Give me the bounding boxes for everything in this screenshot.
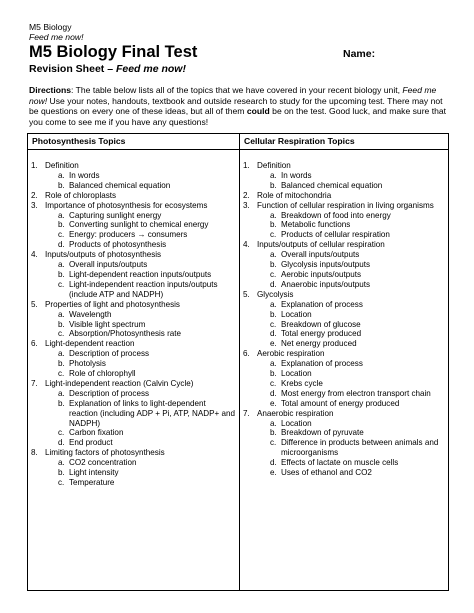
subtopic-item bbox=[31, 230, 236, 240]
topic-text: Glycolysis bbox=[257, 289, 294, 299]
subtopic-text: Balanced chemical equation bbox=[69, 180, 171, 190]
subtopic-text: Energy: producers → consumers bbox=[69, 230, 188, 240]
subtopic-item bbox=[243, 211, 445, 221]
subtopic-letter: a. bbox=[270, 250, 277, 260]
subtopic-text: Role of chlorophyll bbox=[69, 369, 136, 379]
subtopic-letter: d. bbox=[270, 388, 277, 398]
subtopic-text: Uses of ethanol and CO2 bbox=[281, 468, 372, 478]
respiration-cell bbox=[240, 150, 449, 591]
subtopic-text: Krebs cycle bbox=[281, 378, 323, 388]
tagline: Feed me now! bbox=[29, 32, 84, 42]
subtopic-item bbox=[31, 478, 236, 488]
subtopic-letter: c. bbox=[58, 478, 65, 487]
subtopic-item bbox=[243, 379, 445, 389]
subtopic-text: Net energy produced bbox=[281, 339, 357, 349]
subtopic-item bbox=[31, 181, 236, 191]
subtopic-text: In words bbox=[69, 170, 100, 180]
subtopic-item bbox=[243, 369, 445, 379]
subtopic-item bbox=[243, 458, 445, 468]
subtopic-letter: a. bbox=[270, 299, 277, 309]
topic-text: Role of mitochondria bbox=[257, 190, 332, 200]
topic-text: Definition bbox=[257, 161, 291, 170]
topic-item bbox=[31, 250, 236, 260]
subtopic-text: Light-independent reaction inputs/outputs (include ATP and NADPH) bbox=[69, 279, 218, 299]
subtopic-text: Balanced chemical equation bbox=[281, 180, 383, 190]
topic-text: Light-dependent reaction bbox=[45, 339, 135, 349]
subtopic-text: Temperature bbox=[69, 478, 115, 487]
subtopic-letter: d. bbox=[270, 458, 277, 468]
subtopic-letter: a. bbox=[58, 170, 65, 180]
page-title: M5 Biology Final Test bbox=[29, 43, 198, 61]
topic-item bbox=[243, 161, 445, 171]
subtopic-letter: a. bbox=[58, 210, 65, 220]
subtopic-letter: d. bbox=[270, 329, 277, 339]
subtopic-letter: b. bbox=[270, 369, 277, 379]
topic-text: Anaerobic respiration bbox=[257, 408, 334, 418]
subtopic-letter: d. bbox=[58, 438, 65, 448]
subtopic-letter: b. bbox=[270, 260, 277, 270]
subtopic-text: Light intensity bbox=[69, 468, 119, 478]
topic-item bbox=[243, 349, 445, 359]
topic-item bbox=[31, 448, 236, 458]
topic-text: Inputs/outputs of cellular respiration bbox=[257, 240, 385, 250]
subtopic-item bbox=[31, 369, 236, 379]
topic-number: 3. bbox=[31, 200, 38, 210]
subtopic-item bbox=[243, 428, 445, 438]
subtopic-text: Effects of lactate on muscle cells bbox=[281, 458, 399, 468]
name-label: Name: bbox=[343, 48, 376, 60]
directions-could: could bbox=[246, 106, 270, 117]
title-row bbox=[29, 43, 449, 62]
topic-text: Function of cellular respiration in living organisms bbox=[257, 200, 434, 210]
directions-paragraph bbox=[29, 85, 449, 127]
topic-item bbox=[243, 409, 445, 419]
topic-text: Definition bbox=[45, 161, 79, 170]
subtopic-text: Location bbox=[281, 369, 312, 379]
topic-item bbox=[243, 240, 445, 250]
subtopic-item bbox=[243, 359, 445, 369]
subtopic-item bbox=[31, 359, 236, 369]
subtopic-item bbox=[243, 389, 445, 399]
subtopic-letter: a. bbox=[58, 458, 65, 468]
topic-item bbox=[243, 191, 445, 201]
subtopic-item bbox=[31, 329, 236, 339]
subtopic-item bbox=[243, 329, 445, 339]
subtopic-item bbox=[243, 270, 445, 280]
topic-number: 4. bbox=[243, 240, 250, 250]
subtopic-letter: a. bbox=[270, 418, 277, 428]
subtopic-text: End product bbox=[69, 438, 113, 448]
subtopic-text: Capturing sunlight energy bbox=[69, 210, 162, 220]
subtopic-item bbox=[243, 230, 445, 240]
subtopic-text: Absorption/Photosynthesis rate bbox=[69, 329, 182, 339]
subtopic-item bbox=[31, 260, 236, 270]
document-header bbox=[29, 22, 449, 127]
subtopic-text: Carbon fixation bbox=[69, 428, 124, 438]
subtopic-item bbox=[31, 240, 236, 250]
topic-text: Role of chloroplasts bbox=[45, 190, 117, 200]
table-body-row bbox=[28, 150, 449, 591]
subtopic-item bbox=[31, 220, 236, 230]
subtopic-text: Explanation of process bbox=[281, 359, 363, 369]
subtopic-text: Products of photosynthesis bbox=[69, 240, 167, 250]
topic-text: Inputs/outputs of photosynthesis bbox=[45, 250, 162, 260]
topic-number: 3. bbox=[243, 200, 250, 210]
subtopic-letter: b. bbox=[58, 468, 65, 478]
topic-number: 2. bbox=[31, 190, 38, 200]
subtopic-text: Wavelength bbox=[69, 309, 112, 319]
subtopic-item bbox=[243, 399, 445, 409]
subtopic-text: Explanation of process bbox=[281, 299, 363, 309]
subtopic-letter: a. bbox=[58, 309, 65, 319]
subtopic-item bbox=[243, 280, 445, 290]
respiration-topic-list bbox=[240, 150, 448, 478]
subtopic-letter: b. bbox=[270, 220, 277, 230]
subtopic-text: Total energy produced bbox=[281, 329, 362, 339]
subtopic-item bbox=[243, 220, 445, 230]
topic-text: Aerobic respiration bbox=[257, 349, 325, 359]
subtopic-letter: b. bbox=[58, 180, 65, 190]
blank-line bbox=[243, 152, 445, 161]
subtopic-letter: b. bbox=[58, 398, 65, 408]
subtopic-letter: b. bbox=[58, 319, 65, 329]
topic-item bbox=[31, 161, 236, 171]
topic-number: 4. bbox=[31, 250, 38, 260]
directions-text-1: : The table below lists all of the topics that we have covered in your recent biology unit, bbox=[71, 85, 403, 95]
topic-item bbox=[31, 300, 236, 310]
subtopic-item bbox=[31, 458, 236, 468]
topic-number: 5. bbox=[31, 299, 38, 309]
topic-item bbox=[31, 339, 236, 349]
subtopic-item bbox=[243, 419, 445, 429]
subtopic-letter: a. bbox=[270, 170, 277, 180]
topic-number: 7. bbox=[243, 408, 250, 418]
subtopic-item bbox=[31, 399, 236, 429]
subtopic-item bbox=[31, 270, 236, 280]
subtopic-text: Explanation of links to light-dependent reaction (including ADP + Pi, ATP, NADP+ and NADPH) bbox=[69, 398, 236, 428]
subtopic-letter: b. bbox=[58, 269, 65, 279]
subtopic-letter: d. bbox=[270, 279, 277, 289]
subtopic-item bbox=[243, 300, 445, 310]
subtopic-letter: c. bbox=[58, 279, 65, 289]
subtopic-item bbox=[243, 260, 445, 270]
subtopic-text: Overall inputs/outputs bbox=[281, 250, 360, 260]
subtopic-item bbox=[243, 468, 445, 478]
subtopic-item bbox=[243, 310, 445, 320]
subtopic-item bbox=[31, 428, 236, 438]
directions-text-2: Use your notes, handouts, textbook and outside research to study for the upcoming test. There may not be questions on every one of these ideas, but all of them bbox=[29, 95, 443, 117]
topic-number: 1. bbox=[243, 161, 250, 170]
photosynthesis-topic-list bbox=[28, 150, 239, 488]
subtopic-text: Overall inputs/outputs bbox=[69, 260, 148, 270]
subtopic-text: Products of cellular respiration bbox=[281, 230, 390, 240]
subtopic-text: Converting sunlight to chemical energy bbox=[69, 220, 209, 230]
subtopic-item bbox=[31, 310, 236, 320]
subtopic-letter: c. bbox=[270, 438, 277, 448]
subtopic-letter: c. bbox=[58, 369, 65, 379]
table-header-row bbox=[28, 134, 449, 150]
subtopic-letter: e. bbox=[270, 398, 277, 408]
subtitle-text: Revision Sheet – bbox=[29, 63, 116, 75]
subtopic-text: Aerobic inputs/outputs bbox=[281, 269, 362, 279]
topic-item bbox=[31, 201, 236, 211]
subtopic-item bbox=[243, 250, 445, 260]
subtopic-letter: b. bbox=[270, 309, 277, 319]
subtitle bbox=[29, 63, 449, 76]
subtopic-text: Anaerobic inputs/outputs bbox=[281, 279, 371, 289]
subtopic-item bbox=[31, 171, 236, 181]
subtopic-letter: c. bbox=[58, 329, 65, 339]
topic-text: Limiting factors of photosynthesis bbox=[45, 448, 165, 458]
subtopic-letter: c. bbox=[270, 269, 277, 279]
topic-number: 6. bbox=[31, 339, 38, 349]
subtopic-item bbox=[31, 438, 236, 448]
subtopic-item bbox=[31, 389, 236, 399]
topic-item bbox=[243, 290, 445, 300]
subtopic-letter: c. bbox=[270, 230, 277, 240]
subtopic-letter: d. bbox=[58, 240, 65, 250]
subtopic-letter: b. bbox=[58, 220, 65, 230]
subtopic-letter: b. bbox=[58, 359, 65, 369]
blank-line bbox=[31, 152, 236, 161]
subtopic-item bbox=[31, 468, 236, 478]
topic-number: 6. bbox=[243, 349, 250, 359]
subtopic-letter: b. bbox=[270, 428, 277, 438]
subtopic-item bbox=[243, 171, 445, 181]
subtopic-letter: c. bbox=[270, 378, 277, 388]
subtopic-item bbox=[31, 211, 236, 221]
topic-text: Light-independent reaction (Calvin Cycle) bbox=[45, 378, 194, 388]
subtopic-text: Location bbox=[281, 309, 312, 319]
subtopic-text: Metabolic functions bbox=[281, 220, 351, 230]
topic-number: 5. bbox=[243, 289, 250, 299]
topic-number: 8. bbox=[31, 448, 38, 458]
topic-number: 7. bbox=[31, 378, 38, 388]
subtopic-item bbox=[243, 438, 445, 458]
subtopic-text: Description of process bbox=[69, 388, 150, 398]
directions-feed-me-now: Feed me now! bbox=[29, 85, 437, 106]
subtopic-text: Total amount of energy produced bbox=[281, 398, 400, 408]
subtitle-emphasis: Feed me now! bbox=[115, 63, 186, 75]
subtopic-text: Most energy from electron transport chain bbox=[281, 388, 431, 398]
course-name: M5 Biology bbox=[29, 22, 72, 32]
subtopic-text: CO2 concentration bbox=[69, 458, 137, 468]
topic-item bbox=[243, 201, 445, 211]
subtopic-text: Photolysis bbox=[69, 359, 106, 369]
directions-text-3: be on the test. Good luck, and make sure that you come to see me if you have any questions! bbox=[29, 106, 447, 127]
subtopic-letter: c. bbox=[58, 428, 65, 438]
topic-item bbox=[31, 379, 236, 389]
subtopic-text: Breakdown of glucose bbox=[281, 319, 361, 329]
topics-table bbox=[27, 133, 449, 591]
subtopic-letter: b. bbox=[270, 180, 277, 190]
subtopic-letter: e. bbox=[270, 339, 277, 349]
subtopic-item bbox=[243, 320, 445, 330]
subtopic-letter: a. bbox=[270, 359, 277, 369]
subtopic-item bbox=[31, 349, 236, 359]
subtopic-text: Breakdown of food into energy bbox=[281, 210, 391, 220]
subtopic-item bbox=[31, 280, 236, 300]
header-photosynthesis: Photosynthesis Topics bbox=[28, 134, 240, 150]
photosynthesis-cell bbox=[28, 150, 240, 591]
subtopic-letter: e. bbox=[270, 468, 277, 478]
subtopic-letter: a. bbox=[270, 210, 277, 220]
subtopic-letter: c. bbox=[58, 230, 65, 240]
topic-number: 2. bbox=[243, 190, 250, 200]
subtopic-text: Breakdown of pyruvate bbox=[281, 428, 364, 438]
subtopic-text: Difference in products between animals and microorganisms bbox=[281, 438, 439, 458]
subtopic-text: Location bbox=[281, 418, 312, 428]
topic-item bbox=[31, 191, 236, 201]
subtopic-letter: a. bbox=[58, 388, 65, 398]
subtopic-item bbox=[31, 320, 236, 330]
subtopic-item bbox=[243, 339, 445, 349]
subtopic-item bbox=[243, 181, 445, 191]
subtopic-text: Visible light spectrum bbox=[69, 319, 146, 329]
subtopic-letter: a. bbox=[58, 349, 65, 359]
subtopic-text: Glycolysis inputs/outputs bbox=[281, 260, 371, 270]
subtopic-text: In words bbox=[281, 170, 312, 180]
topic-number: 1. bbox=[31, 161, 38, 170]
subtopic-text: Description of process bbox=[69, 349, 150, 359]
subtopic-letter: c. bbox=[270, 319, 277, 329]
topic-text: Importance of photosynthesis for ecosystems bbox=[45, 200, 208, 210]
subtopic-letter: a. bbox=[58, 260, 65, 270]
subtopic-text: Light-dependent reaction inputs/outputs bbox=[69, 269, 212, 279]
directions-label: Directions bbox=[29, 85, 72, 95]
topic-text: Properties of light and photosynthesis bbox=[45, 299, 180, 309]
header-respiration: Cellular Respiration Topics bbox=[240, 134, 449, 150]
